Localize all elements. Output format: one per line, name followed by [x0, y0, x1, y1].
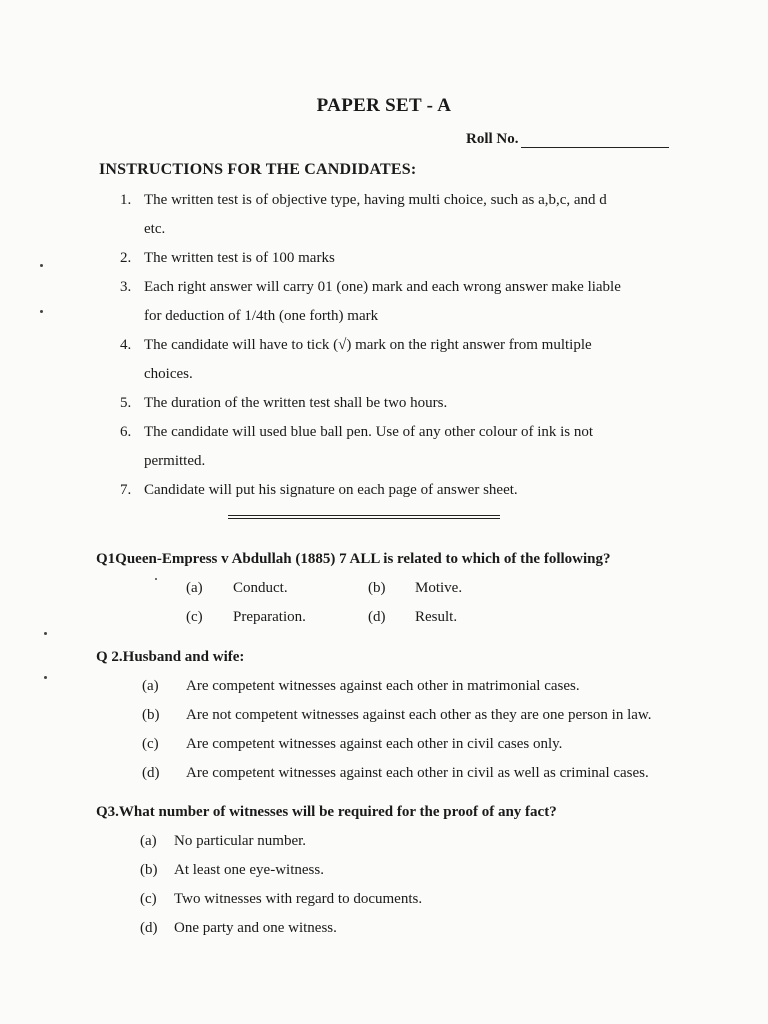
option-label: (b): [368, 580, 386, 596]
option-label: (d): [368, 609, 386, 625]
option-text: At least one eye-witness.: [174, 862, 324, 878]
option-text: Are competent witnesses against each other in civil as well as criminal cases.: [186, 765, 649, 781]
instruction-line: The candidate will have to tick (√) mark on the right answer from multiple: [144, 337, 592, 353]
question-number: Q1: [96, 551, 116, 567]
instruction-item: [114, 273, 694, 331]
option-row: [142, 736, 702, 765]
scan-speck: [40, 264, 43, 267]
instructions-heading: INSTRUCTIONS FOR THE CANDIDATES:: [99, 161, 417, 178]
question-3-heading: [96, 804, 557, 821]
page-title: PAPER SET - A: [316, 95, 452, 116]
option-label: (a): [142, 678, 159, 694]
option-label: (c): [186, 609, 203, 625]
option-label: (c): [140, 891, 157, 907]
question-2-heading: [96, 649, 244, 666]
option-label: (d): [140, 920, 158, 936]
option-row: [142, 678, 702, 707]
instruction-item: [114, 331, 694, 389]
option-row: [140, 920, 640, 949]
instruction-line: Candidate will put his signature on each page of answer sheet.: [144, 482, 518, 498]
question-number: Q3.: [96, 804, 119, 820]
question-1-heading: [96, 551, 611, 568]
question-text: What number of witnesses will be required for the proof of any fact?: [118, 804, 557, 820]
instruction-item: [114, 476, 694, 505]
roll-number-field: [466, 131, 669, 148]
option-row: [140, 862, 640, 891]
instruction-number: 1.: [120, 192, 132, 208]
scan-speck: [155, 578, 157, 580]
option-label: (b): [142, 707, 160, 723]
instruction-number: 3.: [120, 279, 132, 295]
instruction-item: [114, 186, 694, 244]
instruction-line: for deduction of 1/4th (one forth) mark: [144, 308, 379, 324]
instruction-number: 5.: [120, 395, 132, 411]
question-2-options: [142, 678, 702, 794]
option-label: (d): [142, 765, 160, 781]
scan-speck: [44, 676, 47, 679]
option-label: (b): [140, 862, 158, 878]
option-text: Preparation.: [233, 609, 306, 625]
instruction-line: etc.: [144, 221, 166, 237]
instruction-number: 7.: [120, 482, 132, 498]
option-text: Two witnesses with regard to documents.: [174, 891, 423, 907]
instruction-line: The candidate will used blue ball pen. Use of any other colour of ink is not: [144, 424, 594, 440]
option-text: Are competent witnesses against each other in matrimonial cases.: [186, 678, 580, 694]
instruction-line: The duration of the written test shall be two hours.: [144, 395, 448, 411]
roll-number-label: Roll No.: [466, 131, 519, 147]
option-row: [186, 609, 506, 638]
instruction-number: 2.: [120, 250, 132, 266]
option-row: [140, 891, 640, 920]
option-text: Are not competent witnesses against each other as they are one person in law.: [186, 707, 652, 723]
question-number: Q 2.: [96, 649, 123, 665]
option-row: [186, 580, 506, 609]
question-text: Queen-Empress v Abdullah (1885) 7 ALL is related to which of the following?: [115, 551, 611, 567]
option-label: (a): [186, 580, 203, 596]
option-label: (a): [140, 833, 157, 849]
option-text: Are competent witnesses against each other in civil cases only.: [186, 736, 563, 752]
question-3-options: [140, 833, 640, 949]
option-row: [142, 765, 702, 794]
instruction-line: The written test is of objective type, having multi choice, such as a,b,c, and d: [144, 192, 607, 208]
section-divider: [228, 515, 500, 521]
scan-speck: [40, 310, 43, 313]
roll-number-blank: [521, 133, 669, 148]
instruction-item: [114, 389, 694, 418]
question-text: Husband and wife:: [122, 649, 245, 665]
option-text: No particular number.: [174, 833, 307, 849]
option-text: Motive.: [415, 580, 463, 596]
option-text: Conduct.: [233, 580, 288, 596]
instruction-number: 4.: [120, 337, 132, 353]
instruction-line: Each right answer will carry 01 (one) mark and each wrong answer make liable: [144, 279, 621, 295]
option-row: [142, 707, 702, 736]
option-text: One party and one witness.: [174, 920, 337, 936]
instruction-line: permitted.: [144, 453, 206, 469]
option-label: (c): [142, 736, 159, 752]
question-1-options: [186, 580, 506, 638]
instruction-number: 6.: [120, 424, 132, 440]
option-row: [140, 833, 640, 862]
scan-speck: [44, 632, 47, 635]
instruction-item: [114, 418, 694, 476]
option-text: Result.: [415, 609, 458, 625]
instruction-line: The written test is of 100 marks: [144, 250, 335, 266]
instruction-item: [114, 244, 694, 273]
instructions-list: [114, 186, 694, 505]
instruction-line: choices.: [144, 366, 193, 382]
